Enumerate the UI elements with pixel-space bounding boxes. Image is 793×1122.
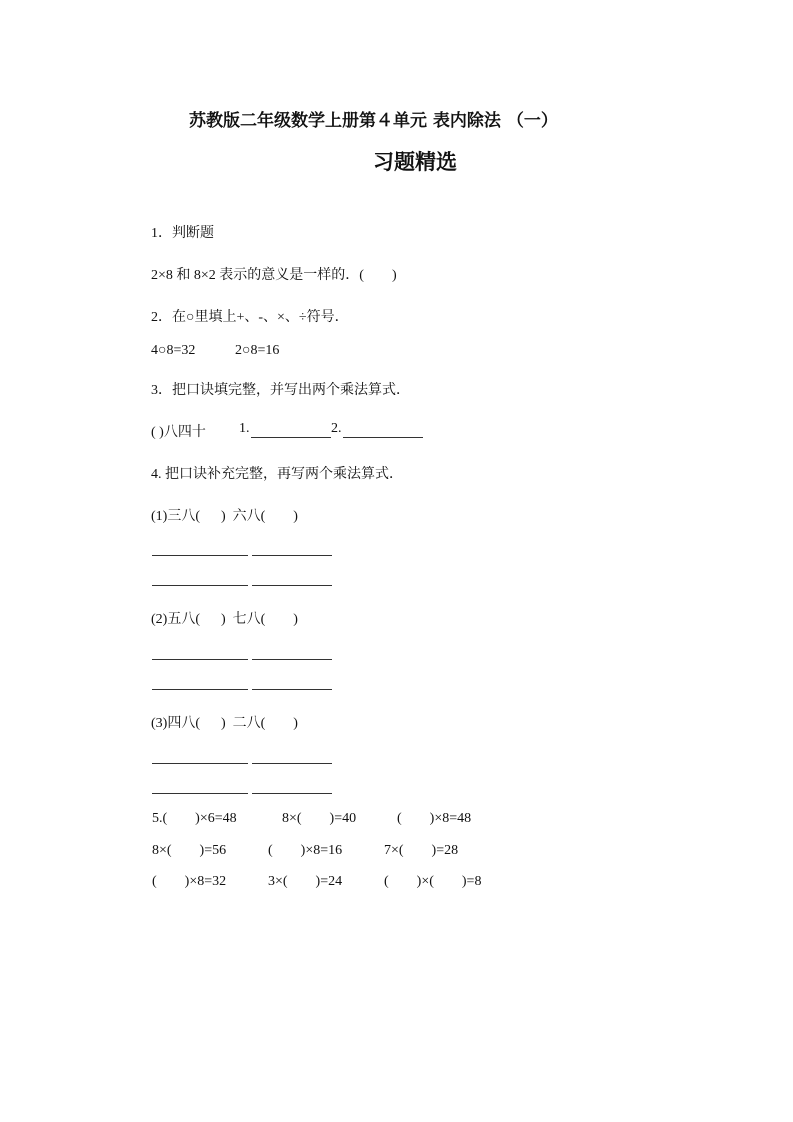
q5-r1-c1: 5.( )×6=48 <box>152 811 237 826</box>
q3-blank2[interactable] <box>343 437 423 438</box>
q4-part-2-blank-4[interactable] <box>252 689 332 690</box>
q3-prompt: ( )八四十 <box>151 425 206 440</box>
q4-part-3-blank-4[interactable] <box>252 793 332 794</box>
q4-heading: 4. 把口诀补充完整，再写两个乘法算式． <box>151 467 403 482</box>
q5-r1-c3: ( )×8=48 <box>397 811 472 826</box>
q5-r2-c1: 8×( )=56 <box>152 843 227 858</box>
q5-r2-c3: 7×( )=28 <box>384 843 459 858</box>
q1-heading: 1．判断题 <box>151 226 214 241</box>
q4-part-3-blank-3[interactable] <box>152 793 248 794</box>
q4-part-3: (3)四八( ) 二八( ) <box>151 716 298 731</box>
q4-part-1-blank-2[interactable] <box>252 555 332 556</box>
q3-blank1[interactable] <box>251 437 331 438</box>
q4-part-3-blank-1[interactable] <box>152 763 248 764</box>
q2-heading: 2．在○里填上+、-、×、÷符号． <box>151 310 349 325</box>
q3-heading: 3．把口诀填完整，并写出两个乘法算式． <box>151 383 410 398</box>
q4-part-2-blank-3[interactable] <box>152 689 248 690</box>
q4-part-1-blank-3[interactable] <box>152 585 248 586</box>
q2-item-1: 4○8=32 <box>151 343 196 358</box>
q4-part-2: (2)五八( ) 七八( ) <box>151 612 298 627</box>
q5-r3-c3: ( )×( )=8 <box>384 874 482 889</box>
q4-part-1-blank-1[interactable] <box>152 555 248 556</box>
q5-r1-c2: 8×( )=40 <box>282 811 357 826</box>
q1-statement: 2×8 和 8×2 表示的意义是一样的．( ) <box>151 268 397 283</box>
document-subtitle: 习题精选 <box>373 150 457 174</box>
q3-blank1-label: 1. <box>239 421 250 436</box>
q3-blank2-label: 2. <box>331 421 342 436</box>
q4-part-1-blank-4[interactable] <box>252 585 332 586</box>
document-title: 苏教版二年级数学上册第４单元 表内除法 （一） <box>189 111 558 131</box>
q4-part-2-blank-2[interactable] <box>252 659 332 660</box>
q4-part-3-blank-2[interactable] <box>252 763 332 764</box>
q4-part-1: (1)三八( ) 六八( ) <box>151 509 298 524</box>
q5-r3-c2: 3×( )=24 <box>268 874 343 889</box>
q5-r2-c2: ( )×8=16 <box>268 843 343 858</box>
q5-r3-c1: ( )×8=32 <box>152 874 227 889</box>
q4-part-2-blank-1[interactable] <box>152 659 248 660</box>
q2-item-2: 2○8=16 <box>235 343 280 358</box>
